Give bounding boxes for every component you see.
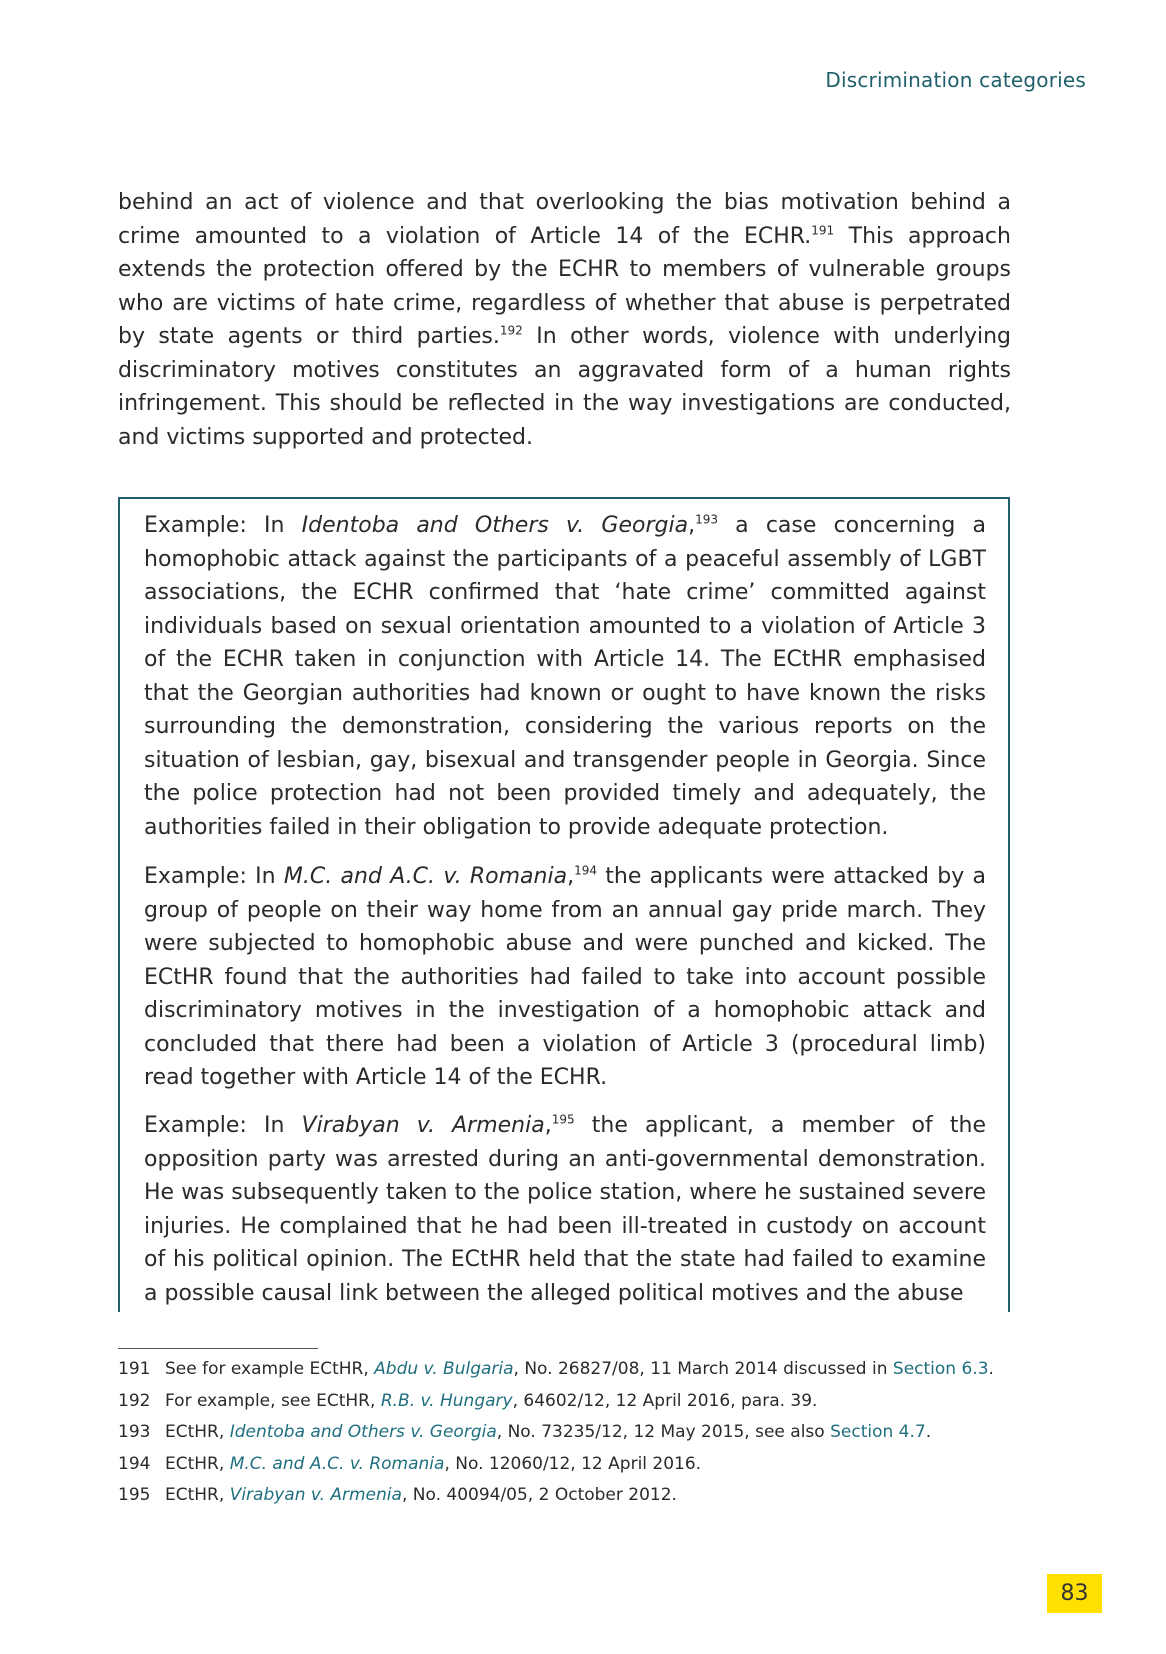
example-mc-ac xyxy=(144,860,986,1095)
section-link[interactable]: Section 4.7 xyxy=(830,1422,926,1442)
case-link[interactable]: R.B. v. Hungary xyxy=(380,1390,513,1411)
footnote-text: ECtHR, xyxy=(165,1485,230,1505)
example-box xyxy=(118,497,1010,1312)
footnote-text: . xyxy=(988,1359,994,1379)
case-name: M.C. and A.C. v. Romania xyxy=(283,864,568,889)
footnote-text: , No. 12060/12, 12 April 2016. xyxy=(444,1453,702,1474)
body-text-2: This approach extends the protection offered by the ECHR to members of vulnerable groups who are victims of hate crime, regardless of whether that abuse is perpetrated by state agents or third parties. xyxy=(118,223,1011,349)
case-name: Virabyan v. Armenia xyxy=(301,1113,545,1138)
footnote-divider xyxy=(118,1348,318,1349)
footnote-text: ECtHR, xyxy=(165,1422,230,1442)
example-virabyan xyxy=(144,1109,986,1310)
footnote-text: . xyxy=(925,1422,932,1442)
footnote-191 xyxy=(118,1354,1018,1386)
footnote-number: 195 xyxy=(118,1485,151,1505)
case-link[interactable]: M.C. and A.C. v. Romania xyxy=(229,1453,445,1474)
footnote-ref-194[interactable]: 194 xyxy=(574,863,597,878)
page-number: 83 xyxy=(1047,1574,1102,1613)
footnote-195 xyxy=(118,1480,1018,1512)
footnote-ref-193[interactable]: 193 xyxy=(695,512,718,527)
comma: , xyxy=(567,864,575,889)
footnotes xyxy=(118,1354,1018,1512)
comma: , xyxy=(688,513,696,538)
example-text: the applicant, a member of the opposition party was arrested during an anti-governmental demonstration. He was subsequently taken to the police station, where he sustained severe injuries. He complained that he had been ill-treated in custody on account of his political opinion. The ECtHR held that the state had failed to examine a possible causal link between the alleged political motives and the abuse xyxy=(144,1113,986,1306)
footnote-ref-192[interactable]: 192 xyxy=(499,323,523,338)
footnote-194 xyxy=(118,1449,1018,1481)
body-text-3: In other words, violence with underlying discriminatory motives constitutes an aggravated form of a human rights infringement. This should be reflected in the way investigations are conducted, and victims supported and protected. xyxy=(118,324,1011,450)
footnote-text: , No. 40094/05, 2 October 2012. xyxy=(401,1485,677,1505)
example-identoba xyxy=(144,509,986,844)
case-link[interactable]: Virabyan v. Armenia xyxy=(229,1485,402,1505)
body-text-1: behind an act of violence and that overlooking the bias motivation behind a crime amounted to a violation of Article 14 of the ECHR. xyxy=(118,190,1011,249)
body-paragraph xyxy=(118,186,1011,454)
footnote-193 xyxy=(118,1417,1018,1449)
footnote-text: , No. 26827/08, 11 March 2014 discussed in xyxy=(513,1359,893,1379)
footnote-text: ECtHR, xyxy=(165,1453,230,1474)
footnote-192 xyxy=(118,1386,1018,1418)
footnote-text: See for example ECtHR, xyxy=(165,1359,375,1379)
section-link[interactable]: Section 6.3 xyxy=(892,1359,989,1379)
example-text: the applicants were attacked by a group of people on their way home from an annual gay pride march. They were subjected to homophobic abuse and were punched and kicked. The ECtHR found that the authorities had failed to take into account possible discriminatory motives in the investigation of a homophobic attack and concluded that there had been a violation of Article 3 (procedural limb) read together with Article 14 of the ECHR. xyxy=(144,864,986,1090)
footnote-number: 193 xyxy=(118,1422,151,1442)
footnote-number: 192 xyxy=(118,1390,151,1411)
footnote-text: , No. 73235/12, 12 May 2015, see also xyxy=(496,1422,831,1442)
footnote-text: , 64602/12, 12 April 2016, para. 39. xyxy=(512,1390,818,1411)
example-lead: Example: In xyxy=(144,513,302,538)
example-text: a case concerning a homophobic attack against the participants of a peaceful assembly of LGBT associations, the ECHR confirmed that ‘hate crime’ committed against individuals based on sexual orientation amounted to a violation of Article 3 of the ECHR taken in conjunction with Article 14. The ECtHR emphasised that the Georgian authorities had known or ought to have known the risks surrounding the demonstration, considering the various reports on the situation of lesbian, gay, bisexual and transgender people in Georgia. Since the police protection had not been provided timely and adequately, the authorities failed in their obligation to provide adequate protection. xyxy=(144,513,986,840)
example-lead: Example: In xyxy=(144,864,284,889)
case-link[interactable]: Identoba and Others v. Georgia xyxy=(229,1422,497,1442)
footnote-text: For example, see ECtHR, xyxy=(165,1390,381,1411)
case-link[interactable]: Abdu v. Bulgaria xyxy=(374,1359,514,1379)
footnote-ref-195[interactable]: 195 xyxy=(551,1112,575,1127)
example-lead: Example: In xyxy=(144,1113,302,1138)
footnote-number: 191 xyxy=(118,1359,151,1379)
running-header: Discrimination categories xyxy=(825,68,1086,92)
footnote-ref-191[interactable]: 191 xyxy=(811,223,835,238)
footnote-number: 194 xyxy=(118,1453,151,1474)
comma: , xyxy=(544,1113,552,1138)
case-name: Identoba and Others v. Georgia xyxy=(301,513,689,538)
